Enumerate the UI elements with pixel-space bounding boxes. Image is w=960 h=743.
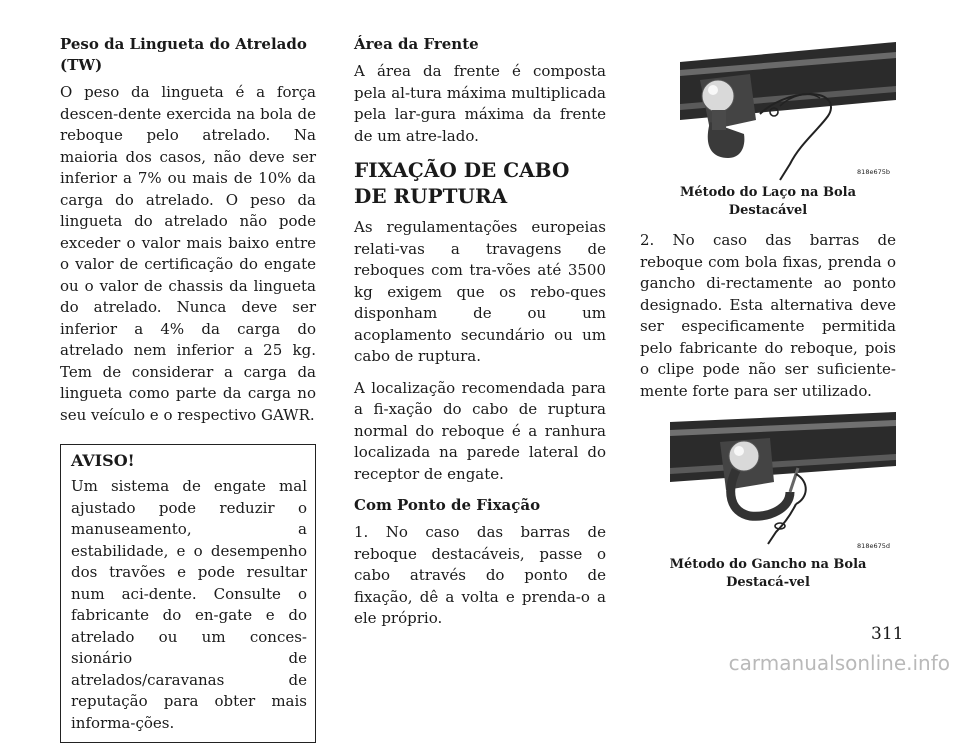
middle-column [354, 34, 606, 640]
warning-text: Um sistema de engate mal ajustado pode reduzir o manuseamento, a estabilidade, e o desempenho dos travões e pode resultar num aci-dente. Consulte o fabricante do en-gate e do atrelado ou um conces-sionário de atrelados/caravanas de reputação para obter mais informa-ções. [71, 477, 307, 732]
warning-title: AVISO! [71, 451, 135, 470]
tongue-weight-paragraph: O peso da lingueta é a força descen-dente exercida na bola de reboque pelo atrelado. Na maioria dos casos, não deve ser inferior a 7% ou mais de 10% da carga do atrelado. O peso da lingueta do atrelado não pode exceder o valor mais baixo entre o valor de certificação do engate ou o valor de chassis da lingueta do atrelado. Nunca deve ser inferior a 4% da carga do atrelado nem inferior a 25 kg. Tem de considerar a carga da lingueta como parte da carga no seu veículo e o respectivo GAWR. [60, 83, 316, 424]
warning-box [60, 444, 316, 743]
location-paragraph: A localização recomendada para a fi-xação do cabo de ruptura normal do reboque é a ranhura localizada na parede lateral do receptor de engate. [354, 378, 606, 483]
front-area-paragraph: A área da frente é composta pela al-tura máxima multiplicada pela lar-gura máxima da frente de um atre-lado. [354, 62, 606, 145]
right-column [640, 34, 896, 602]
section-title: FIXAÇÃO DE CABO DE RUPTURA [354, 158, 570, 208]
front-area-heading: Área da Frente [354, 35, 479, 53]
figure-2-caption: Método do Gancho na Bola Destacá-vel [669, 557, 867, 590]
page-number: 311 [871, 624, 904, 644]
tongue-weight-heading: Peso da Lingueta do Atrelado (TW) [60, 35, 307, 74]
left-column [60, 34, 316, 743]
figure-hook-method [640, 412, 896, 554]
figure-2-code: 818e675d [857, 542, 890, 550]
regulations-paragraph: As regulamentações europeias relati-vas a travagens de reboques com tra-vões até 3500 kg exigem que os rebo-ques disponham de ou um acoplamento secundário ou um cabo de ruptura. [354, 218, 606, 365]
watermark-text: carmanualsonline.info [728, 651, 950, 675]
step-2-paragraph: 2. No caso das barras de reboque com bola fixas, prenda o gancho di-rectamente ao ponto designado. Esta alternativa deve ser especificamente permitida pelo fabricante do reboque, pois o clipe pode não ser suficiente-mente forte para ser utilizado. [640, 231, 896, 400]
step-1-paragraph: 1. No caso das barras de reboque destacáveis, passe o cabo através do ponto de fixação, dê a volta e prenda-o a ele próprio. [354, 523, 606, 627]
tow-ball-loop-illustration [640, 34, 896, 182]
figure-loop-method [640, 34, 896, 182]
figure-1-code: 818e675b [857, 168, 890, 176]
tow-ball-hook-illustration [640, 412, 896, 554]
figure-1-caption: Método do Laço na Bola Destacável [679, 185, 856, 218]
fixing-point-heading: Com Ponto de Fixação [354, 496, 541, 514]
